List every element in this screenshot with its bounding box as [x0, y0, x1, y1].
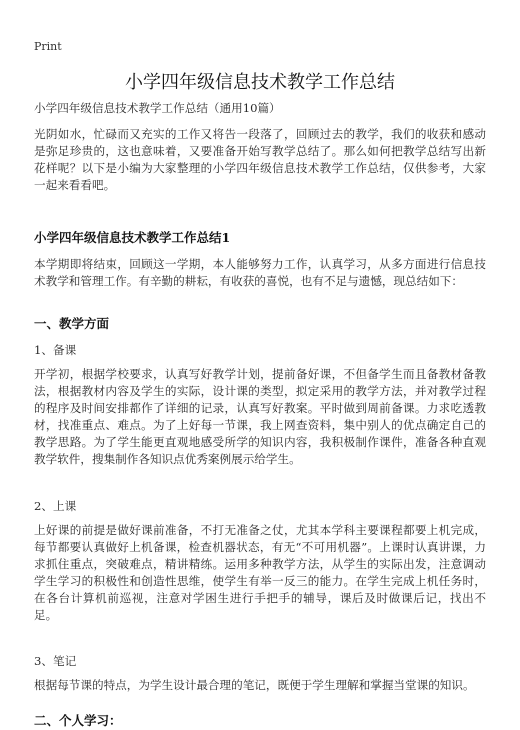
item-one-label: 1、备课: [34, 343, 77, 357]
item-two-paragraph: 上好课的前提是做好课前准备，不打无准备之仗，尤其本学科主要课程都要上机完成，每节都要认真做好上机备课，检查机器状态，有无“不可用机器”。上课时认真讲课，力求抓住重点，突破难点，精讲精练。运用多种教学方法，从学生的实际出发，注意调动学生学习的积极性和创造性思维，使学生有举一反三的能力。在学生完成上机任务时，在各台计算机前巡视，注意对学困生进行手把手的辅导，课后及时做课后记，找出不足。: [34, 523, 486, 622]
item-three-paragraph: 根据每节课的特点，为学生设计最合理的笔记，既便于学生理解和掌握当堂课的知识。: [34, 678, 475, 692]
item-two-label: 2、上课: [34, 499, 77, 513]
item-three-label: 3、笔记: [34, 654, 77, 668]
part-one-heading: 一、教学方面: [34, 316, 110, 331]
intro-paragraph: 光阴如水，忙碌而又充实的工作又将告一段落了，回顾过去的教学，我们的收获和感动是弥足珍贵的，这也意味着，又要准备开始写教学总结了。那么如何把教学总结写出新花样呢？以下是小编为大家整理的小学四年级信息技术教学工作总结，仅供参考，大家一起来看看吧。: [34, 127, 486, 192]
document-subtitle: 小学四年级信息技术教学工作总结（通用10篇）: [34, 101, 281, 115]
section-heading: 小学四年级信息技术教学工作总结1: [34, 230, 231, 245]
print-link[interactable]: Print: [34, 40, 62, 53]
section-intro-paragraph: 本学期即将结束，回顾这一学期，本人能够努力工作，认真学习，从多方面进行信息技术教学和管理工作。有辛勤的耕耘，有收获的喜悦，也有不足与遗憾，现总结如下：: [34, 257, 486, 288]
item-one-paragraph: 开学初，根据学校要求，认真写好教学计划，提前备好课，不但备学生而且备教材备教法，根据教材内容及学生的实际，设计课的类型，拟定采用的教学方法，并对教学过程的程序及时间安排都作了详细的记录，认真写好教案。平时做到周前备课。力求吃透教材，找准重点、难点。为了上好每一节课，我上网查资料，集中别人的优点确定自己的教学思路。为了学生能更直观地感受所学的知识内容，我积极制作课件，准备各种直观教学软件，搜集制作各知识点优秀案例展示给学生。: [34, 367, 486, 466]
part-two-heading: 二、个人学习：: [34, 713, 122, 728]
page-title: 小学四年级信息技术教学工作总结: [125, 72, 395, 93]
